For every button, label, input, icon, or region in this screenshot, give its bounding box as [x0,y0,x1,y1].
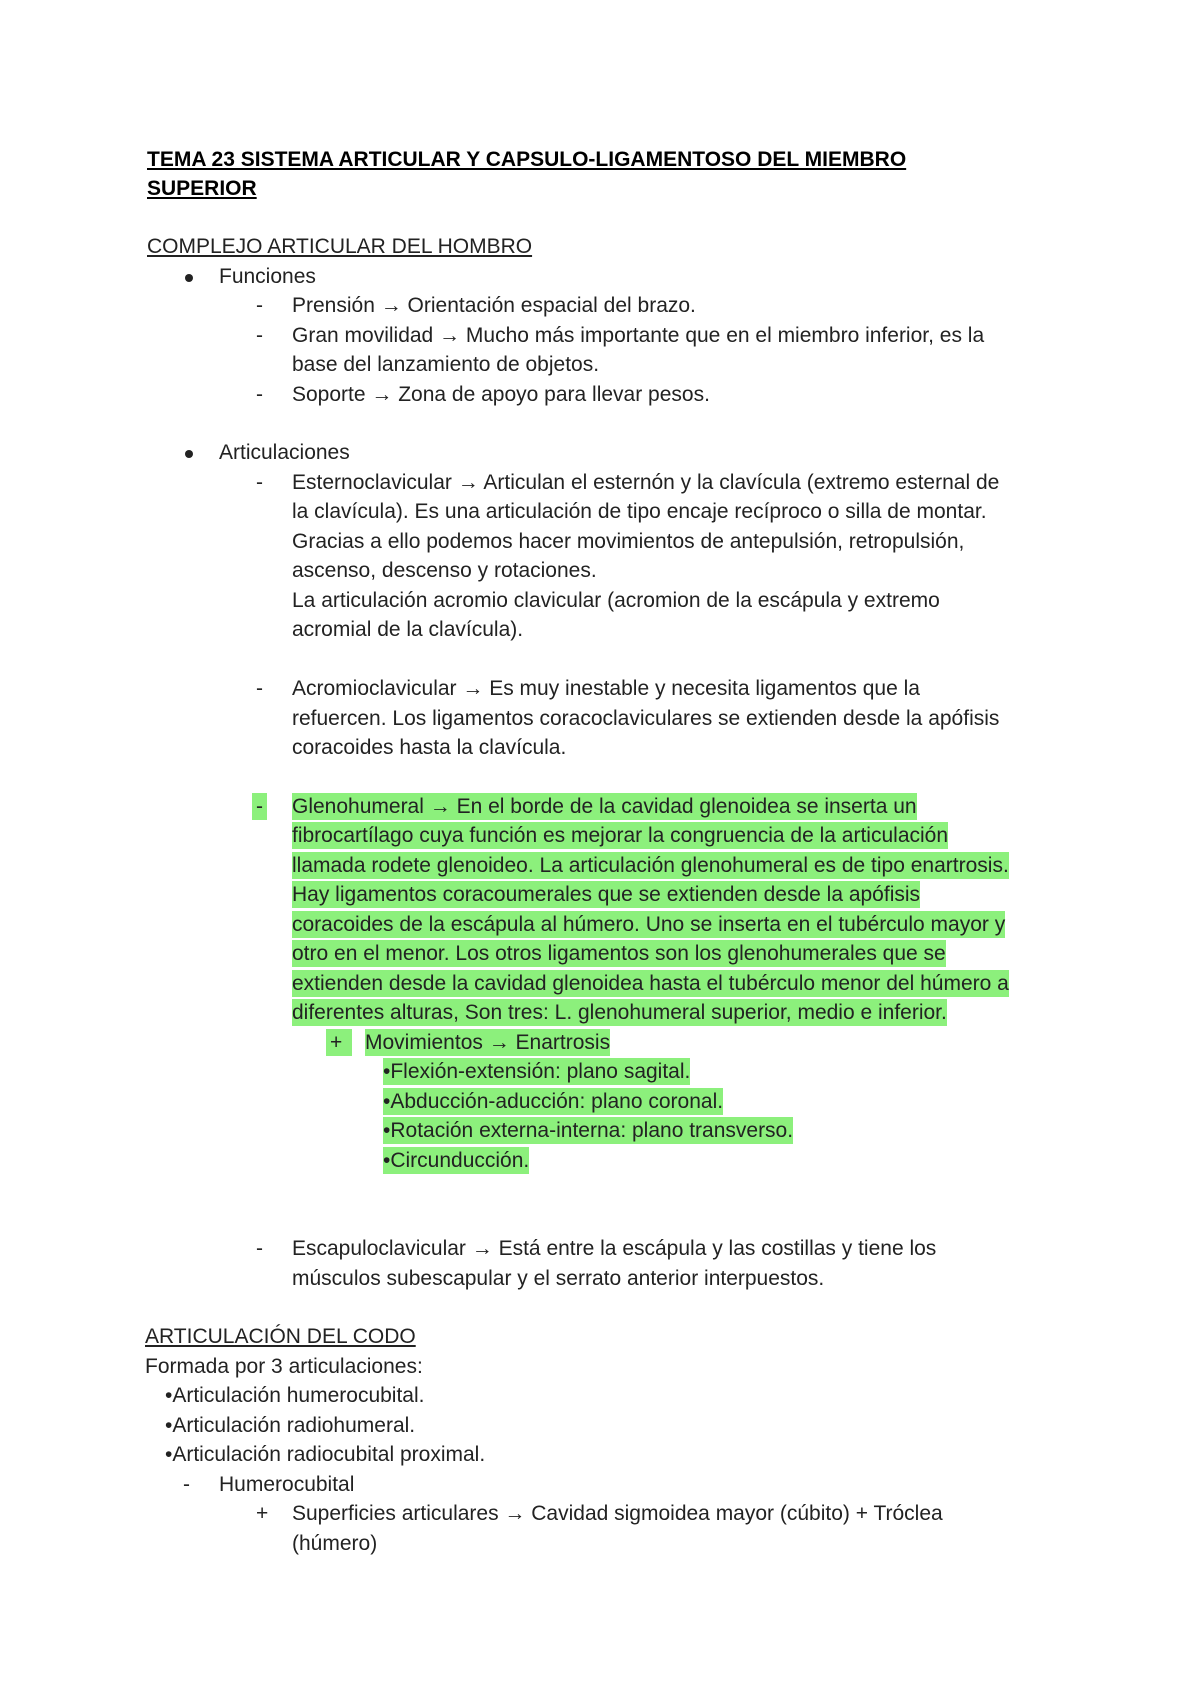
gleno-line-8: diferentes alturas, Son tres: L. glenohumeral superior, medio e inferior. [292,1001,947,1024]
funcion-prension: Prensión → Orientación espacial del brazo. [292,294,696,317]
humerocubital-label: Humerocubital [219,1473,355,1496]
superficies-line-1: Superficies articulares → Cavidad sigmoidea mayor (cúbito) + Tróclea [292,1502,943,1525]
gleno-line-6: otro en el menor. Los otros ligamentos son los glenohumerales que se [292,942,946,965]
plus-marker-highlighted: + [326,1029,352,1056]
acromio-line-1: Acromioclavicular → Es muy inestable y necesita ligamentos que la [292,677,920,700]
esterno-line-6: acromial de la clavícula). [292,618,524,641]
esterno-line-5: La articulación acromio clavicular (acromion de la escápula y extremo [292,589,940,612]
elbow-item-radiohumeral: •Articulación radiohumeral. [165,1414,416,1437]
elbow-item-humerocubital: •Articulación humerocubital. [165,1384,425,1407]
elbow-item-radiocubital: •Articulación radiocubital proximal. [165,1443,486,1466]
dash-marker-highlighted: - [252,793,267,820]
elbow-intro: Formada por 3 articulaciones: [145,1355,423,1378]
movimiento-rotacion: •Rotación externa-interna: plano transverso. [383,1119,794,1142]
dash-marker: - [256,294,263,317]
gleno-line-2: fibrocartílago cuya función es mejorar la congruencia de la articulación [292,824,949,847]
escapulo-line-1: Escapuloclavicular → Está entre la escápula y las costillas y tiene los [292,1237,937,1260]
movimiento-flexion: •Flexión-extensión: plano sagital. [383,1060,691,1083]
gleno-line-1: Glenohumeral → En el borde de la cavidad glenoidea se inserta un [292,795,917,818]
escapulo-line-2: músculos subescapular y el serrato anterior interpuestos. [292,1267,825,1290]
dash-marker: - [256,677,263,700]
doc-title-line-1: TEMA 23 SISTEMA ARTICULAR Y CAPSULO-LIGAMENTOSO DEL MIEMBRO [147,148,907,171]
movimiento-abduccion: •Abducción-aducción: plano coronal. [383,1090,724,1113]
esterno-line-2: la clavícula). Es una articulación de tipo encaje recíproco o silla de montar. [292,500,987,523]
dash-marker: - [256,1237,263,1260]
doc-title-line-2: SUPERIOR [147,177,257,200]
acromio-line-3: coracoides hasta la clavícula. [292,736,567,759]
movimiento-circunduccion: •Circunducción. [383,1149,530,1172]
gleno-line-7: extienden desde la cavidad glenoidea hasta el tubérculo menor del húmero a [292,972,1009,995]
superficies-line-2: (húmero) [292,1532,378,1555]
dash-marker: - [183,1473,190,1496]
plus-marker: + [256,1502,269,1525]
bullet-dot [185,274,193,282]
dash-marker: - [256,471,263,494]
articulaciones-label: Articulaciones [219,441,350,464]
gleno-line-3: llamada rodete glenoideo. La articulación glenohumeral es de tipo enartrosis. [292,854,1009,877]
bullet-dot [185,450,193,458]
esterno-line-1: Esternoclavicular → Articulan el esternón y la clavícula (extremo esternal de [292,471,1000,494]
funcion-movilidad-line-2: base del lanzamiento de objetos. [292,353,600,376]
section-heading-elbow: ARTICULACIÓN DEL CODO [145,1325,416,1348]
dash-marker: - [256,383,263,406]
movimientos-label: Movimientos → Enartrosis [365,1031,611,1054]
acromio-line-2: refuercen. Los ligamentos coracoclaviculares se extienden desde la apófisis [292,707,1000,730]
funcion-movilidad-line-1: Gran movilidad → Mucho más importante que en el miembro inferior, es la [292,324,985,347]
section-heading-shoulder: COMPLEJO ARTICULAR DEL HOMBRO [147,235,533,258]
gleno-line-4: Hay ligamentos coracoumerales que se extienden desde la apófisis [292,883,921,906]
esterno-line-3: Gracias a ello podemos hacer movimientos de antepulsión, retropulsión, [292,530,965,553]
gleno-line-5: coracoides de la escápula al húmero. Uno se inserta en el tubérculo mayor y [292,913,1006,936]
esterno-line-4: ascenso, descenso y rotaciones. [292,559,597,582]
dash-marker: - [256,324,263,347]
funcion-soporte: Soporte → Zona de apoyo para llevar pesos. [292,383,710,406]
funciones-label: Funciones [219,265,316,288]
